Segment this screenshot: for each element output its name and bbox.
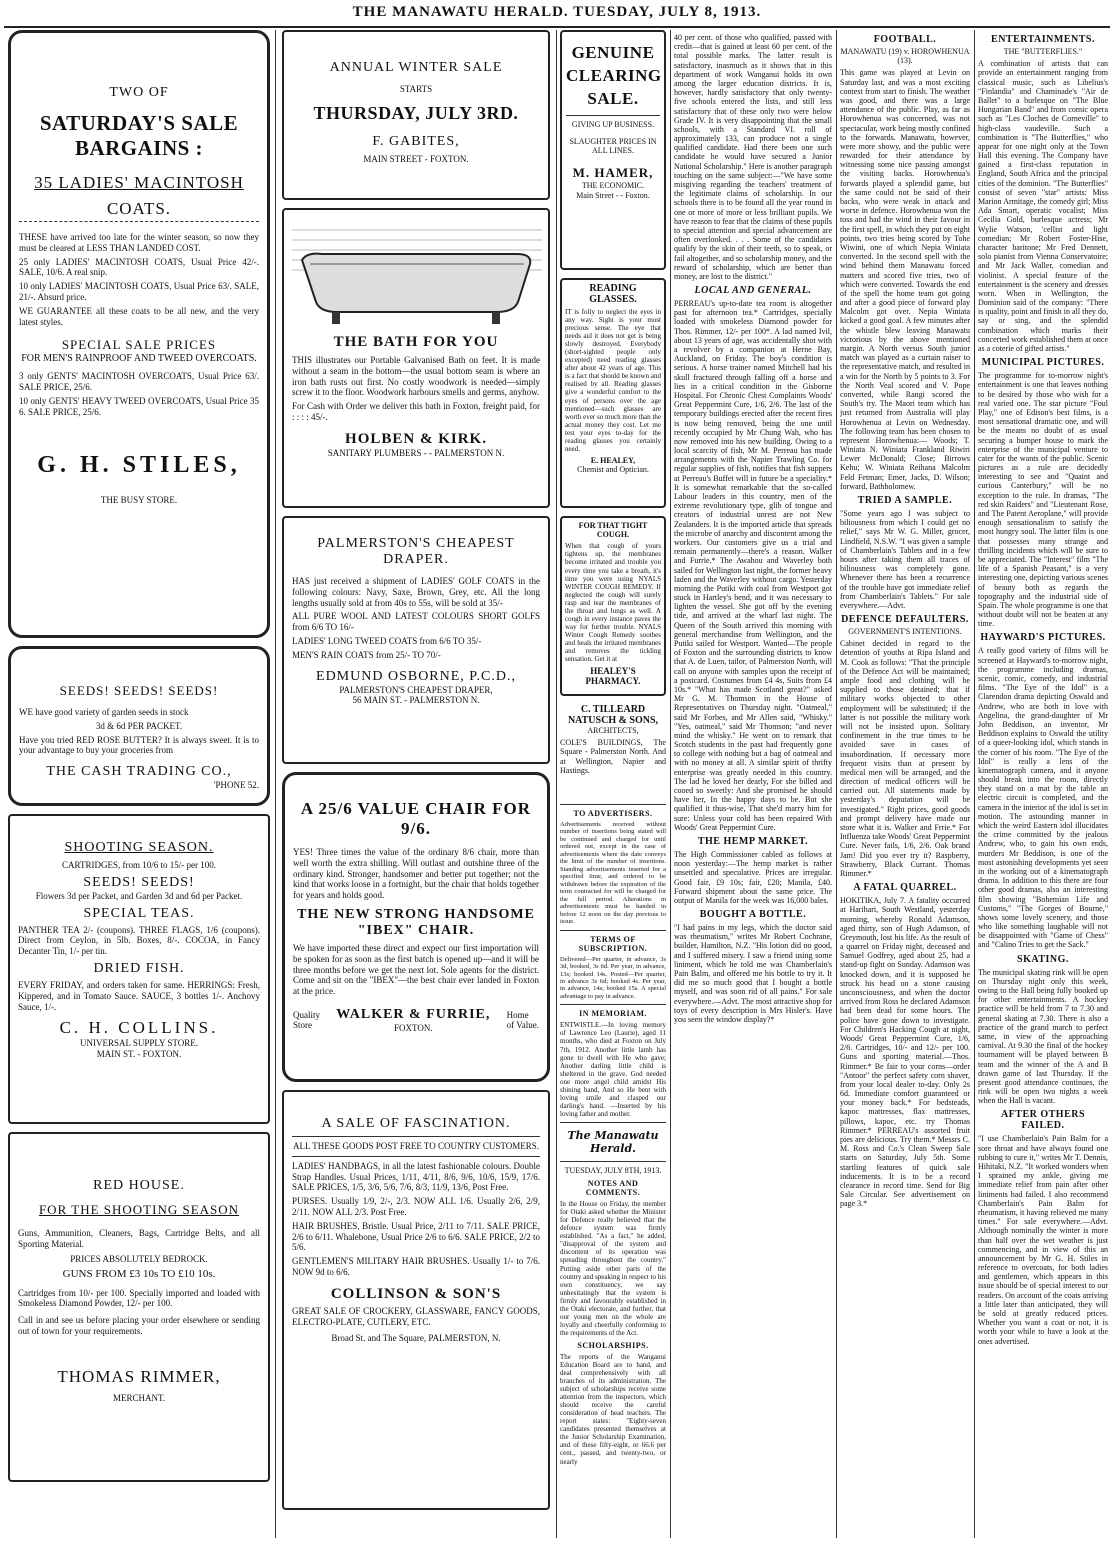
section-heading: NOTES AND COMMENTS. [585, 1179, 641, 1198]
article-body: "I had pains in my legs, which the doctor said was rheumatism," writes Mr Robert Cochrane, builder, Hamilton, N.Z. "His lotion did no good, and I suffered misery. I saw a friend using some liniment, which he told me was Chamberlain's Pain Balm, and offered me his bottle to try it. It did me so much good that I bought a bottle myself, and was soon rid of all pains." For sale everywhere.—Advt. The most attractive shop for toys of every description is Mrs Hisler's. Have you seen the window display?* [674, 923, 832, 1024]
ad-subhead: SEEDS! SEEDS! [83, 874, 195, 890]
ad-body: Guns, Ammunition, Cleaners, Bags, Cartridge Belts, and all Sporting Material. [18, 1228, 260, 1249]
ad-name: WALKER & FURRIE, [336, 1006, 491, 1022]
ad-body: Call in and see us before placing your order elsewhere or sending out of town for your requirements. [18, 1315, 260, 1336]
divider [560, 804, 666, 805]
section-heading: IN MEMORIAM. [579, 1009, 647, 1019]
ad-name: G. H. STILES, [37, 451, 241, 478]
ad-body: ALL PURE WOOL AND LATEST COLOURS SHORT GOLFS from 6/6 TO 16/- [292, 611, 540, 633]
ad-address: Broad St. and The Square, PALMERSTON, N. [331, 1333, 501, 1344]
ad-body: GUNS FROM £3 10s TO £10 10s. [62, 1268, 216, 1281]
article-body: HOKITIKA, July 7. A fatality occurred at Harihari, South Westland, yesterday morning, whereby Ronald Adamson, aged thirty, son of Hugh Adamson, of Greymouth, lost his life. As the result of a quarrel on Friday night, deceased and Samuel Godfrey, aged about 25, had a stand-up fight on Sunday. Adamson was knocked down, and it is supposed he struck his head on a stone causing unconsciousness, and when the doctor arrived from Ross he declared Adamson had been dead for some hours. The police have gone down to investigate. For Children's Hacking Cough at night, Woods' Great Peppermint Cure, 1/6, 2/6. Cartridges, 10/- and 12/- per 100. Guns and sporting material.—Thos. Rimmer.* Be fair to your corns—order "Antoor" the perfect safety corn shaver, from your local dealer to-day. Only 2s 6d. Immediate comfort guaranteed or your money back.* For bedsteads, kapoc mattresses, flax mattresses, pillows, kapoc, etc. try Thomas Rimmer.* PERREAU's assorted fruit pies are delicious. Try them.* Messrs C. M. Ross and Co.'s Clean Sweep Sale starts on Saturday, July 5th. Some startling features of quick sale inducements. It is to be a record clearance in record time. Send for Big Sale Circular. See advertisement on page 3.* [840, 896, 970, 1209]
ad-subhead: FOR MEN'S RAINPROOF AND TWEED OVERCOATS. [21, 353, 257, 365]
chair-advertisement [282, 772, 550, 1082]
footer-right [507, 1010, 539, 1032]
column-divider [556, 30, 557, 1538]
article-body: The High Commissioner cabled as follows at noon yesterday:—The hemp market is rather unsettled and speculative. Prices are irregular. Good fair, £9 10s; fair, £20; Manila, £40. Forward shipment about the same price. The output of Manila for the week was 16,000 bales. [674, 849, 832, 905]
ad-tag: PALMERSTON'S CHEAPEST DRAPER, [339, 684, 493, 695]
ad-body: THIS illustrates our Portable Galvanised Bath on feet. It is made without a seam in the bottom—the usual bottom seam is where an iron bath rusts out first. No costly woodwork is needed—simply screw it to the floor. Woodwork harbours smells and germs, anyhow. [292, 355, 540, 398]
article-body: 40 per cent. of those who qualified, passed with credit—that is gained at least 60 per cent. of the total possible marks. The latter result is satisfactory, inasmuch as it shows that in this department of work Wanganui holds its own among the larger education districts. It is, however, hardly satisfactory that only twenty-five schools entered the lists, and still less satisfactory that of these only two were below Grade IV. It is very disappointing that the small schools, with a Standard VI. roll of approximately 133, can produce not a single qualified candidate. Had there been one such candidate he would have secured a Junior National Scholarship." Here is another paragraph touching on the same subject:—"We have some misgiving regarding the teachers' treatment of the legitimate claims of scholarship. In our schools there is to be found all the year round in one or more of more or less brilliant pupils. We have reason to fear that the claims of these pupils to special attention and special advancement are often overlooked. . . . Some of the candidates qualify by the skin of their teeth, so to speak, or fail altogether, and so scholarship money, and the reward of scholarship, which are better than money, are lost to the district." [674, 33, 832, 281]
ad-name: COLLINSON & SON'S [330, 1285, 502, 1302]
column-divider [670, 30, 671, 1538]
notice-body: Delivered—Per quarter, in advance, 3s 3d, booked, 3s 6d. Per year, in advance, 13s; booked 14s. Posted—Per quarter, in advance 3s 6d; booked 4s. Per year, in advance, 14s; booked 15s. A special advantage to pay in advance. [560, 955, 666, 1000]
ad-headline: FOR THE SHOOTING SEASON [38, 1202, 240, 1217]
section-heading: AFTER OTHERS FAILED. [1000, 1109, 1086, 1132]
article-body: The municipal skating rink will be open on Thursday night only this week, owing to the Hall being fully booked up for other entertainments. A hockey practice will be held from 7 to 7.30 and general skating at 7.30. There is also a practice of the grand march to perfect same, in view of the approaching carnival. At 9.30 the final of the hockey tournament will be played between B team and the winner of the A and B drawn game of last Thursday. If the present good attendance continues, the rink will be open two nights a week when the Hall is vacant. [978, 967, 1108, 1106]
ad-name: HEALEY'S PHARMACY. [585, 666, 641, 687]
ad-body: WE GUARANTEE all these coats to be all new, and the very latest styles. [19, 305, 259, 327]
rimmer-advertisement [8, 1132, 270, 1482]
ad-name: M. HAMER, [572, 165, 654, 181]
ad-body: WE have good variety of garden seeds in stock [19, 707, 189, 717]
collins-advertisement [8, 814, 270, 1124]
ad-headline: THE BATH FOR YOU [333, 334, 499, 350]
ad-tag: THE ECONOMIC. [581, 181, 645, 191]
ad-address: Main Street - - Foxton. [576, 190, 650, 200]
section-heading: FOOTBALL. [873, 34, 937, 45]
ad-body: Have you tried RED ROSE BUTTER? It is always sweet. It is to your advantage to buy your groceries from [19, 734, 259, 756]
ad-headline: PALMERSTON'S CHEAPEST [317, 536, 515, 551]
ad-body: PRICES ABSOLUTELY BEDROCK. [70, 1253, 208, 1264]
ad-headline: THURSDAY, JULY 3RD. [313, 102, 519, 123]
fascination-advertisement [282, 1090, 550, 1510]
section-heading: SCHOLARSHIPS. [577, 1340, 649, 1350]
article-subheading: THE "BUTTERFLIES." [1003, 47, 1083, 56]
ad-tag: MERCHANT. [112, 1392, 166, 1403]
osborne-advertisement [282, 516, 550, 764]
ad-body: CARTRIDGES, from 10/6 to 15/- per 100. [62, 860, 216, 870]
notice-body: ENTWISTLE.—In loving memory of Lawrence Leo (Laurie), aged 11 months, who died at Foxton on July 7th, 1912. Another little lamb has gone to dwell with He who gave; Another darling little child is sheltered in the grave. God needed one more angel child amidst His shining band, And so He bent with loving smile and clasped our darling's hand. —Inserted by his loving father and mother. [560, 1021, 666, 1118]
ad-address: 56 MAIN ST. - PALMERSTON N. [352, 695, 480, 706]
ad-word: Home [506, 1009, 529, 1020]
ad-headline: SEEDS! SEEDS! SEEDS! [59, 683, 219, 698]
ad-tag: ARCHITECTS, [587, 726, 639, 735]
ad-headline: 9/6. [401, 819, 431, 838]
column-divider [974, 30, 975, 1538]
ad-body: THESE have arrived too late for the winter season, so now they must be cleared at LESS THAN LANDED COST. [19, 232, 259, 253]
ad-word: of Value. [506, 1020, 539, 1031]
section-heading: SKATING. [1017, 953, 1069, 965]
ad-body: IT is folly to neglect the eyes in any way. Sight is your most precious sense. The eye that needs aid it does not get is being slowly destroyed. Everybody (short-sighted people only excepted) need reading glasses after about 42 years of age. This is a fact that should be known and realised by all. Reading glasses give a wonderful comfort to the eyes of persons over the age mentioned—such glasses are worth ever so much more than the actual money they cost. Let me test your eyes to-day for the reading glasses you certainly need. [565, 308, 661, 453]
ad-line: 35 LADIES' MACINTOSH [34, 173, 244, 192]
bath-illustration [292, 220, 540, 330]
ad-body: Flowers 3d per Packet, and Garden 3d and 6d per Packet. [35, 890, 243, 901]
ad-name: THE CASH TRADING CO., [46, 764, 232, 780]
section-heading: TRIED A SAMPLE. [857, 495, 953, 506]
ad-body: 3 only GENTS' MACINTOSH OVERCOATS, Usual Price 63/. SALE PRICE, 25/6. [19, 371, 259, 393]
ad-body: LADIES' LONG TWEED COATS from 6/6 TO 35/- [292, 635, 482, 646]
column-6 [978, 30, 1108, 1538]
ad-subhead: SLAUGHTER PRICES IN ALL LINES. [569, 137, 657, 156]
hamer-advertisement [560, 30, 666, 270]
ad-body: LADIES' HANDBAGS, in all the latest fashionable colours. Double Strap Handles. Usual Prices, 1/11, 4/11, 8/6, 9/6, 10/6, 15/9, 17/6. SALE PRICES, 1/5, 3/6, 5/6, 7/6, 8/3, 11/9, 13/6, Post Free. [292, 1160, 540, 1193]
column-5 [840, 30, 970, 1538]
ad-subhead: GIVING UP BUSINESS. [571, 119, 655, 129]
section-heading: A FATAL QUARREL. [853, 882, 957, 894]
ad-address: FOXTON. [394, 1022, 433, 1033]
ad-body: YES! Three times the value of the ordinary 8/6 chair, more than well worth the extra shilling. Will outlast and outshine three of the ordinary kind. Stronger, handsomer and better put together; not the kind that works loose in a fortnight, but the chair that holds together for years and holds good. [293, 847, 539, 901]
section-heading: DEFENCE DEFAULTERS. [841, 614, 969, 626]
ad-name: C. TILLEARD NATUSCH & SONS, [567, 704, 659, 726]
gabites-advertisement [282, 30, 550, 200]
divider [560, 1122, 666, 1123]
footer-center [336, 1007, 490, 1034]
section-heading: TERMS OF SUBSCRIPTION. [578, 934, 648, 953]
article-body: This game was played at Levin on Saturday last, and was a most exciting contest from start to finish. The weather was good, and there was a large attendance of the public. Play, as far as Horowhenua was concerned, was not spectacular, work being mostly confined to the forwards. Manawatu, however, were more showy, and the public were rewarded for their attendance by witnessing some nice passing amongst the visiting backs. Horowhenua's forwards played a splendid game, but the same could not be said of their backs, who were weak in attack and worse in defence. Horowhenua won the toss and had the wind in their favour in the first spell, in which they put on eight points, two tries being scored by Tohe Wiwini, one of which Nepia Winiata converted. In the second spell with the wind behind them Manawatu forced matters and scored five tries, two of which were converted. Towards the end of the spell the home team got going and after a good piece of forward play Malcolm got over. Nepia Winiata kicked a good goal. A few minutes after the whistle blew leaving Manawatu victorious by the above mentioned margin. A North versus South junior match was played as a curtain raiser to the representative match, and resulted in a win for the North by 5 points to 3. For the North Veal scored and V. Pope converted, while Rangi scored the South's try. The Maori team which has just returned from Australia will play Horowhenua at Levin on Wednesday. The following team has been chosen to represent Horowhenua:— Woods; T. Winiata N. Winiata Frankland Riwiri Lewer McDonald; Close; Birrows Kehu; W. Winiata Reihana Malcolm Feld Fetman; Emer, Jacks, D. Wilson; forward, Bathholomew. [840, 68, 970, 491]
ad-name: E. HEALEY, [590, 455, 636, 465]
section-heading: MUNICIPAL PICTURES. [981, 357, 1105, 369]
column-1 [8, 30, 270, 1538]
section-heading: TO ADVERTISERS. [573, 809, 653, 818]
ad-tag: Chemist and Optician. [577, 465, 649, 475]
seeds-advertisement [8, 646, 270, 806]
ad-body: EVERY FRIDAY, and orders taken for same. HERRINGS: Fresh, Kippered, and in Tomato Sauce. SAUCE, 3 bottles 1/-. Anchovy Sauce, 1/-. [18, 979, 260, 1012]
ad-headline: FOR THAT TIGHT COUGH. [578, 521, 648, 540]
column-4 [674, 30, 832, 1538]
ad-body: COLE'S BUILDINGS, The Square - Palmerston North. And at Wellington, Napier and Hastings. [560, 738, 666, 775]
ad-body: GENTLEMEN'S MILITARY HAIR BRUSHES. Usually 1/- to 7/6. NOW 9d to 6/6. [292, 1256, 540, 1277]
section-heading: BOUGHT A BOTTLE. [699, 909, 807, 921]
bath-advertisement [282, 208, 550, 508]
bathtub-icon [292, 220, 542, 330]
ad-body: When that cough of yours tightens up, the membranes become irritated and trouble you every time you take a breath, it's time you were using NYALS WINTER COUGH REMEDY. If neglected the cough will surely rasp and tear the membranes of the throat and lungs as well. A cough in every instance paves the way for further trouble. NYALS Winter Cough Remedy soothes and heals the irritated membranes and removes the tickling sensation. Get it at [565, 542, 661, 664]
article-body: In the House on Friday, the member for Otaki asked whether the Minister for Defence really believed that the defence system was firmly established. "As a fact," he added, "disapproval of the system and discontent of its operation was spreading throughout the country." Putting aside other parts of the country and speaking in respect to his own constituency, we say unhesitatingly that the system is firmly and favourably established in the Otaki electorate, and further, that our young men on the whole are loyally and cheerfully conforming to the requirements of the Act. [560, 1200, 666, 1337]
ad-body: 25 only LADIES' MACINTOSH COATS, Usual Price 42/-. SALE, 10/6. A real snip. [19, 256, 259, 278]
footer-left [293, 1010, 320, 1032]
ad-phone: 'PHONE 52. [213, 780, 259, 791]
article-body: PERREAU's up-to-date tea room is altogether past for afternoon tea.* Cartridges, specially loaded with smokeless Diamond powder for Thos. Rimmer, 12/- per 100*. A lad named Ivil, about 13 years of age, was accidentally shot with a revolver by a companion at Herne Bay, Auckland, on Friday. The boy's condition is serious. A horse trainer named Mitchell had his skull fractured through falling off a horse and lies in a critical condition in the Gisborne Hospital. For Chronic Chest Complaints Woods' Great Peppermint Cure, 1/6, 2/6. The last of the temporary buildings erected after the recent fires is now being removed, being the one until recently occupied by Mr Chung Wah, who has now removed into his new building. Owing to a local scarcity of fish, Mr M. Perreau has made arrangements with the Napier Trawling Co. for regular supplies of fish, notifies that fish suppers at Perreau's Buffet will in future be a speciality.* It is somewhat remarkable that the so-called Labour leaders in this country, men of the extreme revolutionary type, glib of tongue and creators of industrial unrest are not New Zealanders. It is the imported article that spreads the microbe of anarchy and discontent among the workers. Our customers give us a trial and remain permanently—there's a reason. Walker and Furrie.* The Awahou and Waverley both sailed for Wellington last night, the former heavy laden and the Waverley without cargo. Yesterday morning the Putiki with coal from Westport got stuck in Hartley's bend, and it was necessary to lighten the vessel. She got off by the evening tide, and arrived at the wharf last night. The Queen of the South arrived this morning with general merchandise from Wellington, and the Putiki sailed for Westport. Wanted—The people of Foxton and the surrounding districts to know that A. de Luen, tailor, of Palmerston North, will call on anyone with samples upon the receipt of a postcard. Costumes from £4 4s, Suits from £4 10s.* "What has made Scotland great?" asked Mr G. M. Thomson in the House of Representatives on Thursday night. "Oatmeal," said Mr Forbes, and Mr Allen said, "Whisky." "Yes, oatmeal," said Mr Thomson; "and never mind the whisky." He went on to remark that Scotch students in the past had frequently gone to college with nothing but a bag of oatmeal and with no money at all. A similar spirit of thrifty enterprise was greatly needed in this country. The lad he loved her dearly, For she billed and cooed so sweetly: And she promised he should have her, In the happy days to be. But she qualified it thus-wise, That she'd marry him for sure: Unless your cold has been repaired With Woods' Great Peppermint Cure. [674, 299, 832, 832]
ad-line: COATS. [19, 199, 259, 222]
ad-word: Store [293, 1020, 312, 1031]
newspaper-logo: The Manawatu Herald. [567, 1128, 659, 1155]
ad-tag: THE BUSY STORE. [100, 494, 178, 505]
ad-body: 10 only LADIES' MACINTOSH COATS, Usual Price 63/. SALE, 21/-. Absurd price. [19, 281, 259, 302]
ad-headline: DRAPER. [383, 552, 449, 567]
ad-headline: SHOOTING SEASON. [64, 840, 214, 855]
issue-date: TUESDAY, JULY 8TH, 1913. [564, 1165, 662, 1175]
ad-name: THOMAS RIMMER, [57, 1366, 221, 1386]
masthead: THE MANAWATU HERALD. TUESDAY, JULY 8, 1913. [352, 4, 762, 20]
article-body: The programme for to-morrow night's entertainment is one that leaves nothing to be desired by those who wish for a real varied one. The star picture "Foul Play," one of Edison's best films, is a most sensational dramatic one, and will be the means no doubt of as usual securing a bumper house to mark the enterprise of the municipal venture to cater for the wants of the public. Scenic pictures as a rule are decidedly interesting to see and "Quaint and curious Canterbury," will be no exception to the rule. In dramas, "The red skin Raiders" and "Lieutenant Rose, and The Patent Aeroplane," will provide enough sensationalism to satisfy the most hungry soul. The latter film is one that possesses many strange and thrilling incidents which will be sure to be appreciated. The "Interest" film "The life of a Spanish Peasant," is a very interesting one, depicting various scenes of beauty both as regards the topography and the industrial side of Spain. The whole programme is one that without doubt will not be beaten at any time. [978, 371, 1108, 629]
article-subheading: GOVERNMENT'S INTENTIONS. [848, 627, 962, 637]
ad-body: MEN'S RAIN COATS from 25/- TO 70/- [292, 649, 441, 660]
ad-subhead: SPECIAL SALE PRICES [61, 337, 217, 353]
ad-body: HAIR BRUSHES, Bristle. Usual Price, 2/11 to 7/11. SALE PRICE, 2/6 to 6/11. Whalebone, Usual Price 2/6 to 6/6. SALE PRICE, 2/2 to 5/6. [292, 1220, 540, 1253]
ad-body: 3d & 6d PER PACKET. [95, 720, 183, 731]
ad-word: Quality [293, 1009, 320, 1020]
ad-name: EDMUND OSBORNE, P.C.D., [316, 668, 516, 684]
ad-body: PURSES. Usually 1/9, 2/-, 2/3. NOW ALL 1/6. Usually 2/6, 2/9, 2/11. NOW ALL 2/3. Post Free. [292, 1196, 540, 1217]
ad-address: MAIN STREET - FOXTON. [363, 153, 469, 164]
divider [292, 1136, 540, 1137]
ad-headline: RED HOUSE. [93, 1178, 185, 1193]
article-body: "Some years ago I was subject to biliousness from which I could get no relief," says Mr W. G. Miller, grocer, Lindfield, N.S.W. "I was given a sample of Chamberlain's Tablets and in a few hours after taking them all traces of biliousness was completely gone. Whenever there has been a recurrence of the trouble have got immediate relief from Chamberlain's Tablets." For sale everywhere.—Advt. [840, 509, 970, 610]
masthead-rule [4, 26, 1110, 28]
article-body: "I use Chamberlain's Pain Balm for a sore throat and have always found one rubbing to cure it," writes Mr T. Dennis, Hihitaki, N.Z. "It worked wonders when I sprained my ankle, giving me immediate relief from pain after other liniments had failed. I also recommend Chamberlain's Pain Balm for rheumatism, it having relieved me many times." For sale everywhere.—Advt. Although nominally the winter is more than half over the wet weather is just commencing, and in view of this an announcement by Mr G. H. Stiles in reference to overcoats, for both ladies and gentlemen, which appears in this issue should be of special interest to our readers. On account of the coats arriving a little later than anticipated, they will be sold at greatly reduced prices. Whether you want a coat or not, it is worth your while to have a look at the ones advertised. [978, 1134, 1108, 1346]
ad-headline: A 25/6 VALUE CHAIR FOR [300, 799, 532, 818]
divider [566, 115, 660, 116]
divider [292, 1156, 540, 1157]
ad-headline: THE NEW STRONG HANDSOME "IBEX" CHAIR. [297, 906, 535, 938]
ad-body: HAS just received a shipment of LADIES' GOLF COATS in the following colours: Navy, Saxe, Brown, Grey, etc. All the long lengths usually sold at from 40s to 55s, will be sold at 35/- [292, 576, 540, 608]
ad-body: Cartridges from 10/- per 100. Specially imported and loaded with Smokeless Diamond Powder, 12/- per 100. [18, 1287, 260, 1309]
article-body: A really good variety of films will be screened at Hayward's to-morrow night, the programme including dramas, scenic, comic, comedy, and industrial films. "The Eye of the Idol" is a Clarendon drama depicting Oswald and Andrew, who are both in love with Angelina, the grand-daughter of Mr John Beddison, an inventor, Mr Beddison explains to Oswald the utility of a queer-looking idol, which stands in the corner of his room. "The Eye of the Idol" is really a lens of the kinematograph camera, and it anyone should break into the room, directly they stand on a mat by the table an electric circuit is completed, and the camera in the interior of the idol is set in motion. The astounding manner in which the weird Eastern idol illucidates the crime committed by the jealous Andrew, who, to gain his own ends, murders Mr Beddison, is one of the most astonishing developments yet seen in the working out of a kinematograph drama. In addition to this there are four other good dramas, also an interesting film showing "Bohemian Life and Customs," "The Gorges of Bourne," shows some lovely scenery, and those who like something laughable will not be disappointed with "Game of Chess" and "Calino Tries to get the Sack." [978, 646, 1108, 950]
divider [560, 1161, 666, 1162]
ad-headline: SATURDAY'S SALE BARGAINS : [39, 111, 239, 160]
column-3 [560, 30, 666, 1538]
stiles-advertisement [8, 30, 270, 638]
divider [560, 930, 666, 931]
article-subheading: MANAWATU (19) v. HOROWHENUA (13). [840, 47, 970, 66]
ad-subhead: SPECIAL TEAS. [83, 905, 195, 921]
ad-headline: A SALE OF FASCINATION. [321, 1116, 511, 1131]
glasses-advertisement [560, 278, 666, 508]
ad-name: C. H. COLLINS. [59, 1018, 219, 1038]
ad-name: HOLBEN & KIRK. [345, 430, 487, 447]
chair-footer [293, 1007, 539, 1034]
article-body: A combination of artists that can provide an entertainment ranging from classical music, such as Libelius's "Finlandia" and Chaminade's "Air de Ballet" to a burlesque on "The Blue Hungarian Band" and from comic opera such as "Les Cloches de Corneville" to high-class vaudeville. Such a combination is "The Butterflies," who appear for one night only at the Town Hall this evening. The Company have gained a first-class reputation in England, South Africa and the principal cities of the dominion. "The Butterflies" consist of seven "star" artists: Miss Marion Armitage, the comedy girl; Miss Ada Smart, operatic vocalist; Miss Cecilia Gold, burlesque actress; Mr Wylie Watson, 'cellist and light comedian; Mr Robert Foster-Hise, character baritone; Mr Fred Dennett, solo pianist from Vienna Conservatoire; and Mr Jack Waller, comedian and violinist. A special feature of the entertainment is the scenery and dresses worn. When in Wellington, the Dominion said of the company: "There is quality, point and finish in all they do, say or sing, and the splendid combination which marks their concerted work established them at once as a coterie of gifted artists." [978, 59, 1108, 353]
section-heading: HAYWARD'S PICTURES. [980, 632, 1106, 644]
article-body: Cabinet decided in regard to the detention of youths at Ripa Island and M. Cook as follows: "That the principle of the Defence Act will be maintained; ample food and clothing will be supplied to those detained; that if military works objected to other employment will be substituted; if the latter is not possible the military work will not be insisted upon. Solitary confinement in the true times to be avoided save in cases of insubordination. If necessary more frequent visits than at present by medical men will be arranged, and the direction of medical officers will be carried out. All statements made by yesterday's deputation will be investigated." Right prices, good goods and prompt delivery have made our store what it is. Walker and Frrie.* For Influenza take Woods' Great Peppermint Cure. Never fails, 1/6, 2/6. Oak brand Jam! Did you ever try it? Raspberry, Strawberry, Black Currant. Thomas Rimmer.* [840, 639, 970, 878]
ad-headline: ANNUAL WINTER SALE [329, 60, 503, 75]
ad-line: STARTS [399, 84, 433, 94]
column-divider [836, 30, 837, 1538]
ad-body: 10 only GENTS' HEAVY TWEED OVERCOATS, Usual Price 35 6. SALE PRICE, 25/6. [19, 395, 259, 417]
article-body: The reports of the Wanganui Education Board are to hand, and deal comprehensively with all branches of its administration. The subject of scholarships receive some attention from the inspectors, which should receive the careful consideration of head teachers. The report states: "Eighty-seven candidates presented themselves at the Junior Scholarship Examination, and of these fifty-eight, or 66.6 per cent., passed, and twenty-two, or nearly [560, 1352, 666, 1466]
ad-body: We have imported these direct and expect our first importation will be spoken for as soon as the first batch is opened up—and it will be three months before we get the next lot. Sole agents for the district. Come and sit on the "IBEX"—the best chair ever landed in Foxton at the price. [293, 942, 539, 997]
ad-name: F. GABITES, [372, 133, 460, 149]
ad-line: TWO OF [109, 85, 169, 100]
cough-advertisement [560, 516, 666, 696]
section-heading: THE HEMP MARKET. [697, 835, 809, 847]
column-divider [275, 30, 276, 1538]
section-heading: LOCAL AND GENERAL. [694, 285, 812, 297]
ad-body: PANTHER TEA 2/- (coupons). THREE FLAGS, 1/6 (coupons). Direct from Ceylon, in 5lb. Boxes, 8/-. COCOA, in Fancy Decanter Tin, 1/- per tin. [18, 924, 260, 957]
ad-headline: READING GLASSES. [589, 283, 637, 305]
tillard-card [560, 704, 666, 800]
ad-body: GREAT SALE OF CROCKERY, GLASSWARE, FANCY GOODS, ELECTRO-PLATE, CUTLERY, ETC. [292, 1305, 540, 1327]
notice-body: Advertisements received without number of insertions being stated will be continued and charged for until ordered out, except in the case of advertisements where the date conveys the limit of the number of insertions. Standing advertisements inserted for a specified time, and ordered to be withdrawn before the expiration of the term contracted for will be charged for the full period. Alterations in advertisements must be handed in before 12 noon on the day previous to issue. [560, 821, 666, 926]
ad-address: MAIN ST. - FOXTON. [96, 1049, 182, 1060]
ad-tag: UNIVERSAL SUPPLY STORE. [79, 1038, 199, 1049]
column-2 [282, 30, 550, 1538]
ad-subhead: ALL THESE GOODS POST FREE TO COUNTRY CUSTOMERS. [292, 1141, 540, 1151]
ad-subhead: DRIED FISH. [93, 960, 185, 976]
section-heading: ENTERTAINMENTS. [991, 34, 1095, 45]
ad-address: SANITARY PLUMBERS - - PALMERSTON N. [327, 447, 505, 458]
divider [560, 1004, 666, 1005]
ad-body: For Cash with Order we deliver this bath in Foxton, freight paid, for : : : : 45/-. [292, 401, 540, 422]
ad-headline: GENUINE CLEARING SALE. [566, 43, 662, 108]
